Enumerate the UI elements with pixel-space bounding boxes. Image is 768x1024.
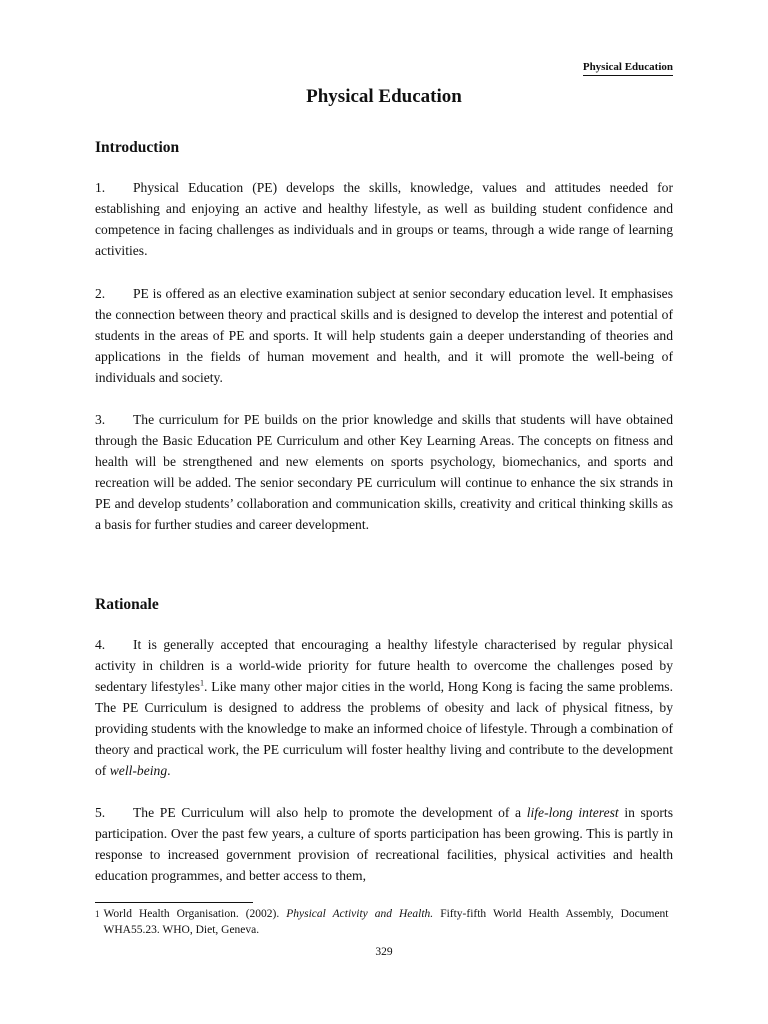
emphasis-text: life-long interest — [526, 805, 619, 820]
paragraph-text: . Like many other major cities in the world, Hong Kong is facing the same problems. The PE Curriculum is designed to address the problems of obesity and lack of physical fitness, by providing students with the knowledge to make an informed choice of lifestyle. Through a combination of theory and practical work, the PE curriculum will foster healthy living and contribute to the development of — [95, 679, 673, 778]
paragraph-number: 3. — [95, 412, 106, 427]
paragraph-number: 2. — [95, 286, 106, 301]
paragraph-text: It is generally accepted that encouraging a healthy lifestyle characterised by regular physical activity in children is a world-wide priority for future health to overcome the challenges posed by sedentary lifestyles — [95, 637, 673, 694]
paragraph-text: PE is offered as an elective examination subject at senior secondary education level. It emphasises the connection between theory and practical skills and is designed to develop the interest and potential of students in the areas of PE and sports. It will help students gain a deeper understanding of theories and applications in the fields of human movement and health, and it will promote the well-being of individuals and society. — [95, 286, 673, 385]
paragraph-5 — [95, 802, 673, 886]
paragraph-number: 5. — [95, 805, 106, 820]
paragraph-3 — [95, 409, 673, 535]
footnote-title: Physical Activity and Health. — [286, 908, 434, 920]
footnote-divider — [95, 902, 253, 903]
paragraph-text: in sports participation. Over the past few years, a culture of sports participation has been growing. This is partly in response to increased government provision of recreational facilities, physical activities and health education programmes, and better access to them, — [95, 805, 673, 883]
footnote-mark: 1 — [95, 909, 100, 919]
section-heading-introduction: Introduction — [95, 139, 180, 156]
paragraph-text: Physical Education (PE) develops the skills, knowledge, values and attitudes needed for establishing and enjoying an active and healthy lifestyle, as well as building student confidence and competence in facing challenges as individuals and in groups or teams, through a wide range of learning activities. — [95, 180, 673, 258]
paragraph-2 — [95, 283, 673, 388]
footnote — [95, 906, 673, 938]
page-title: Physical Education — [306, 86, 462, 107]
running-header: Physical Education — [583, 61, 673, 76]
paragraph-text: The curriculum for PE builds on the prior knowledge and skills that students will have obtained through the Basic Education PE Curriculum and other Key Learning Areas. The concepts on fitness and health will be strengthened and new elements on sports psychology, biomechanics, and sports and recreation will be added. The senior secondary PE curriculum will continue to enhance the six strands in PE and develop students’ collaboration and communication skills, creativity and critical thinking skills as a basis for further studies and career development. — [95, 412, 673, 532]
emphasis-text: well-being — [109, 763, 168, 778]
footnote-source: Fifty-fifth World Health Assembly, Document WHA55.23. WHO, Diet, Geneva. — [103, 908, 669, 936]
paragraph-number: 4. — [95, 637, 106, 652]
footnote-text — [104, 906, 669, 938]
section-heading-rationale: Rationale — [95, 596, 159, 613]
paragraph-text: . — [167, 763, 171, 778]
page-number: 329 — [375, 946, 393, 958]
paragraph-number: 1. — [95, 180, 106, 195]
paragraph-1 — [95, 177, 673, 261]
paragraph-text: The PE Curriculum will also help to promote the development of a — [133, 805, 527, 820]
paragraph-4 — [95, 634, 673, 781]
footnote-reference: 1 — [200, 678, 205, 688]
footnote-author: World Health Organisation. (2002). — [103, 908, 287, 920]
